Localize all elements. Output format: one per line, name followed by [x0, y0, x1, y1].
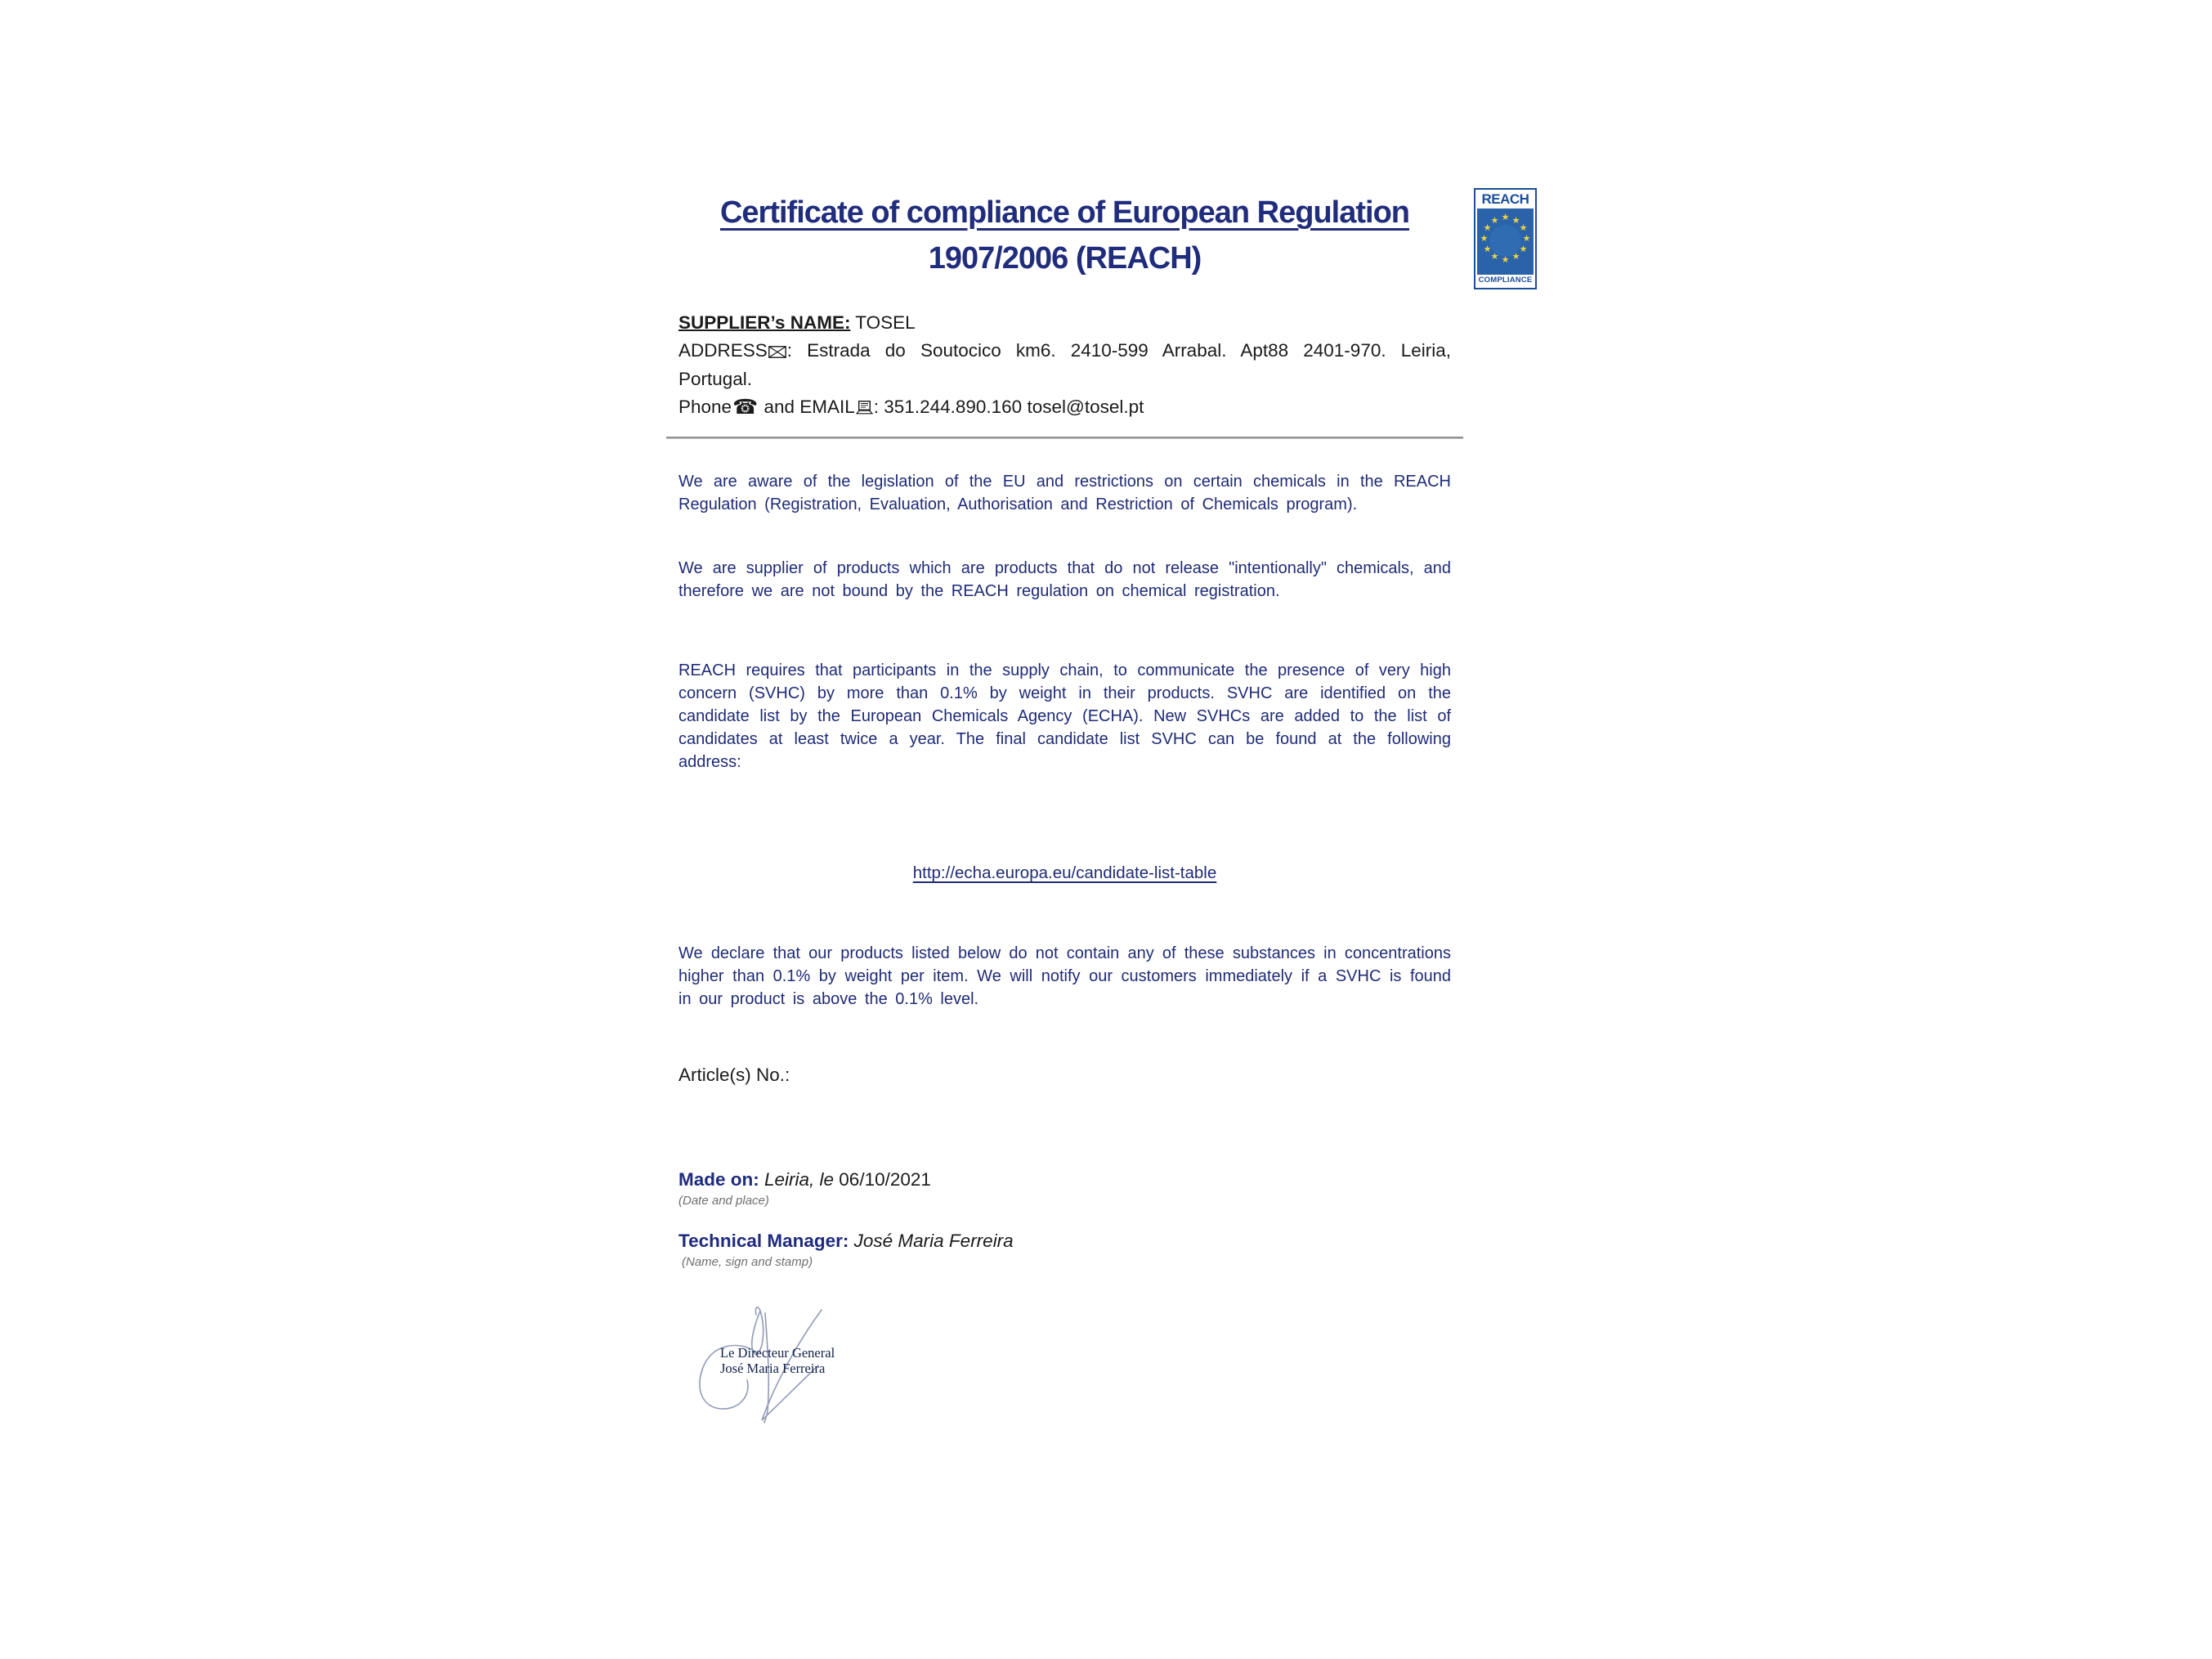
computer-icon — [856, 395, 873, 423]
made-on-line — [678, 1166, 1451, 1193]
name-sign-stamp-note: (Name, sign and stamp) — [682, 1255, 813, 1269]
certificate-title-line1: Certificate of compliance of European Regulation — [719, 195, 1409, 230]
reach-logo-title: REACH — [1481, 191, 1529, 207]
paragraph-reach-awareness: We are aware of the legislation of the EU and restrictions on certain chemicals in the REACH Regulation (Registration, Evaluation, Authorisation and Restriction of Chemicals program). — [678, 473, 1451, 513]
certificate-title — [678, 190, 1451, 281]
address-label: ADDRESS — [678, 339, 768, 361]
paragraph-declaration: We declare that our products listed below do not contain any of these substances in concentrations higher than 0.1% by weight per item. We will notify our customers immediately if a SVHC is found in our product is above the 0.1% level. — [678, 944, 1451, 1008]
supplier-address-line — [678, 337, 1451, 393]
supplier-contact-line — [678, 393, 1451, 423]
signature-area — [683, 1303, 854, 1438]
signature-caption-line2: José Maria Ferreira — [720, 1360, 826, 1376]
candidate-list-link-line — [678, 862, 1451, 885]
certificate-title-line2: 1907/2006 (REACH) — [928, 241, 1202, 276]
envelope-icon — [768, 339, 786, 366]
supplier-block — [678, 309, 1451, 422]
technical-manager-name: José Maria Ferreira — [849, 1231, 1014, 1251]
made-on-date: 06/10/2021 — [834, 1169, 931, 1190]
section-divider — [666, 437, 1463, 439]
supplier-name-value: TOSEL — [850, 312, 916, 333]
made-on-place: Leiria, le — [759, 1169, 835, 1190]
paragraph-svhc-requirements: REACH requires that participants in the supply chain, to communicate the presence of very high concern (SVHC) by more than 0.1% by weight in their products. SVHC are identified on the candidate list by the European Chemicals Agency (ECHA). New SVHCs are added to the list of candidates at least twice a year. The final candidate list SVHC can be found at the following address: — [678, 661, 1451, 771]
eu-stars-circle-icon: ★ ★ ★ ★ ★ ★ ★ ★ ★ ★ ★ ★ — [1477, 208, 1534, 275]
address-value: : Estrada do Soutocico km6. 2410-599 Arrabal. Apt88 2401-970. Leiria, Portugal. — [678, 339, 1451, 389]
supplier-name-label: SUPPLIER’s NAME: — [678, 312, 851, 333]
candidate-list-link[interactable]: http://echa.europa.eu/candidate-list-table — [912, 863, 1217, 882]
contact-value: : 351.244.890.160 tosel@tosel.pt — [873, 396, 1144, 417]
phone-label: Phone — [678, 396, 732, 417]
technical-manager-label: Technical Manager: — [678, 1231, 849, 1251]
made-on-label: Made on: — [678, 1169, 759, 1190]
document-body — [678, 190, 1451, 1438]
and-email-label: and EMAIL — [759, 396, 855, 417]
reach-compliance-logo — [1474, 188, 1537, 289]
reach-logo-compliance-label: COMPLIANCE — [1478, 276, 1533, 285]
paragraph-supplier-statement: We are supplier of products which are products that do not release "intentionally" chemicals, and therefore we are not bound by the REACH regulation on chemical registration. — [678, 559, 1451, 600]
technical-manager-line — [678, 1227, 1451, 1254]
date-place-note: (Date and place) — [678, 1194, 769, 1208]
supplier-name-line — [678, 309, 1451, 337]
signature-caption — [720, 1346, 835, 1376]
signature-caption-line1: Le Directeur General — [720, 1345, 835, 1361]
articles-no-label: Article(s) No.: — [678, 1065, 790, 1085]
phone-icon: ☎ — [732, 395, 759, 419]
